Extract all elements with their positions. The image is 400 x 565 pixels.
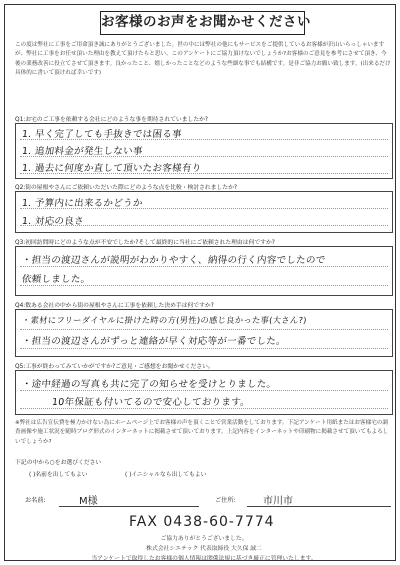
company-name: 株式会社シエテック 代表取締役 大久保 誠二 (146, 546, 262, 552)
publication-note: ※弊社は広告宣伝費を極力かけない為にホームページ上でお客様の声を頂くことで営業活動をしております。下記アンケート用紙またはお客様宅の調査画像や施工状況を随時ブログ形式のインターネットに掲載させて頂いております。上記内容をインターネットや印刷物に掲載させて頂いてもよろしいでしょうか? (15, 420, 389, 445)
customer-info-row (15, 489, 393, 509)
choice-name-option[interactable]: ( )名前を出してもよい (29, 472, 88, 478)
q4-answer-2: ・担当の渡辺さんがずっと連絡が早く対応等が一番でした。 (21, 336, 287, 347)
q5-answer-1: ・途中経過の写真も共に完了の知らせを受けとりました。 (21, 379, 277, 390)
intro-text: この度は弊社に工事をご用命頂き誠にありがとうございました。世の中には弊社の他にもサービスをご提供しているお客様が沢山いらっしゃいますが、弊社に工事をお任せ頂いた理由を教えて頂けたらと思い、このアンケートにご協力頂けないでしょうか?お客様のご意見を参考にさせて頂き、今後の業務改善に役立てさせて頂きます。良かったこと、嬉しかったことなどのような些細な事でも結構です。是非ご協力お願い致します。(出来るだけ具体的に書いて頂ければ幸いです) (15, 42, 391, 77)
q1-answer-3: 1. 過去に何度か直して頂いたお客様有り (21, 163, 203, 174)
name-label: お名前: (25, 497, 46, 504)
q3-answer-1: ・担当の渡辺さんが説明がわかりやすく、納得の行く内容でしたので (21, 255, 327, 266)
q1-answer-1: 1. 早く完了しても手抜きでは困る事 (21, 129, 183, 140)
address-value: 市川市 (263, 496, 293, 507)
privacy-note: 当アンケートで取得したお客様の個人情報は関係法規に基づき厳正に管理いたします。 (91, 556, 317, 562)
q4-answer-1: ・素材にフリーダイヤルに掛けた時の方(男性)の感じ良かった事(大さん?) (21, 315, 308, 325)
q4-label: Q4:数ある会社の中から街の屋根やさんに工事を依頼した決め手は何ですか? (15, 303, 214, 309)
thanks-text: ご協力ありがとうございました。 (160, 536, 248, 542)
fax-number: FAX 0438-60-7774 (129, 514, 275, 530)
address-underline (247, 506, 391, 507)
name-value: M様 (79, 496, 98, 507)
choice-initial-option[interactable]: ( )イニシャルなら出してもよい (125, 472, 207, 478)
q1-label: Q1:お宅のご工事を依頼する会社にどのような事を期待されていましたか? (15, 117, 208, 123)
q5-label: Q5:工事が終わってみていかがですか?ご意見・ご感想をお聞かせください。 (15, 364, 214, 370)
q5-answer-2: 10年保証も付いてるので安心しております。 (51, 397, 251, 408)
q3-answer-box (15, 246, 393, 296)
q2-answer-1: 1. 予算内に出来るかどうか (21, 198, 144, 209)
q3-label: Q3:初回訪問時にどのような点が不安でしたか?そして最終的に当社にご依頼された理由は何ですか? (15, 240, 275, 246)
q1-answer-2: 1. 追加料金が発生しない事 (21, 146, 144, 157)
survey-sheet (4, 4, 396, 561)
q2-answer-2: 1. 対応の良さ (21, 216, 85, 227)
name-underline (59, 506, 199, 507)
q2-label: Q2:街の屋根やさんにご依頼いただいた際にどのような点を比較・検討されましたか? (15, 185, 237, 191)
q1-answer-box (15, 123, 393, 179)
q3-answer-2: 依頼しました。 (21, 274, 92, 285)
q2-answer-box (15, 191, 393, 233)
q5-answer-box (15, 370, 393, 415)
page-title: お客様のお声をお聞かせください (100, 11, 305, 35)
address-label: ご住所: (215, 497, 236, 504)
q4-answer-box (15, 309, 393, 357)
choice-prompt: 下記の中から○をお選びください (15, 460, 102, 466)
